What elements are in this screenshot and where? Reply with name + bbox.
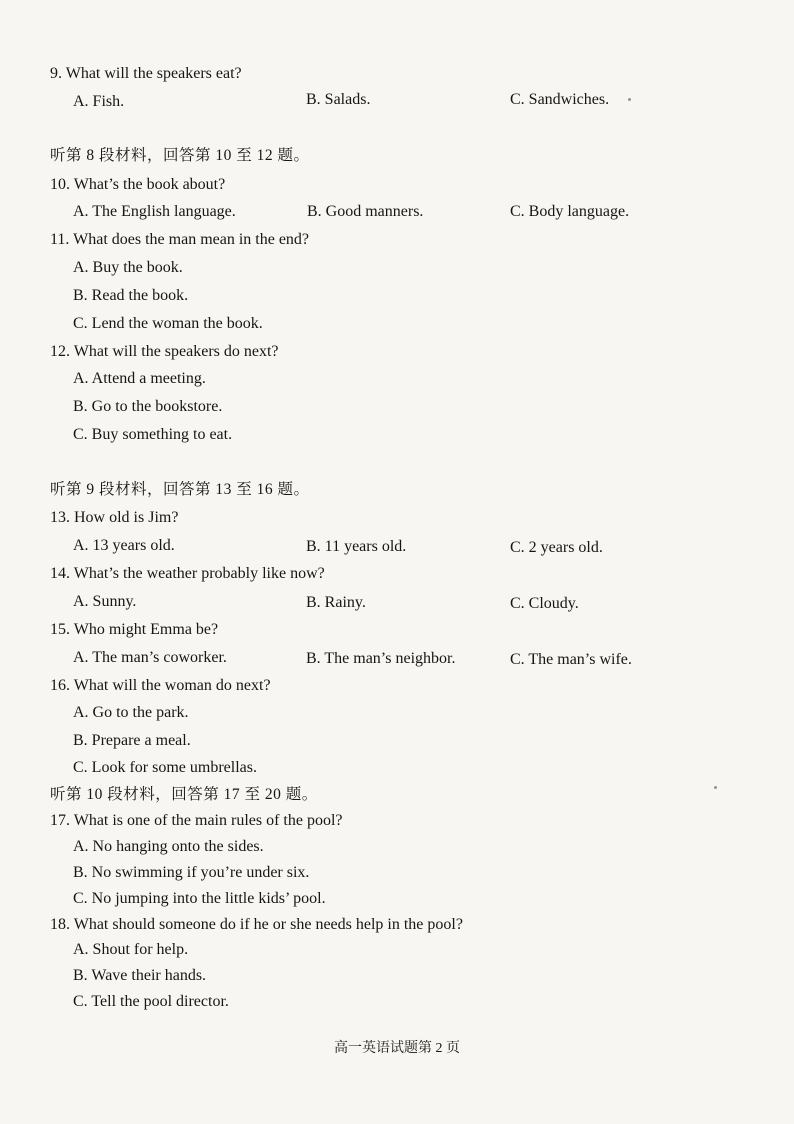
question-18-option-a: A. Shout for help. [73, 941, 189, 958]
question-16-option-c: C. Look for some umbrellas. [73, 759, 257, 776]
question-18-option-b: B. Wave their hands. [73, 967, 207, 984]
question-10-option-a: A. The English language. [73, 203, 236, 220]
question-11-option-b: B. Read the book. [73, 287, 189, 304]
scan-speck [628, 98, 631, 101]
question-17-option-c: C. No jumping into the little kids’ pool. [73, 890, 326, 907]
question-16-option-a: A. Go to the park. [73, 704, 189, 721]
question-15-option-a: A. The man’s coworker. [73, 649, 227, 666]
section-10-heading: 听第 10 段材料，回答第 17 至 20 题。 [50, 786, 318, 803]
page-footer: 高一英语试题第 2 页 [334, 1041, 460, 1056]
question-12-option-b: B. Go to the bookstore. [73, 398, 223, 415]
question-9-option-a: A. Fish. [73, 93, 125, 110]
question-15-stem: 15. Who might Emma be? [50, 621, 219, 638]
question-16-option-b: B. Prepare a meal. [73, 732, 191, 749]
question-17-option-a: A. No hanging onto the sides. [73, 838, 264, 855]
question-14-option-c: C. Cloudy. [510, 595, 579, 612]
question-10-stem: 10. What’s the book about? [50, 176, 226, 193]
section-9-heading: 听第 9 段材料，回答第 13 至 16 题。 [50, 481, 310, 498]
question-14-stem: 14. What’s the weather probably like now? [50, 565, 325, 582]
question-14-option-a: A. Sunny. [73, 593, 137, 610]
question-13-option-b: B. 11 years old. [306, 538, 407, 555]
question-16-stem: 16. What will the woman do next? [50, 677, 271, 694]
question-13-option-c: C. 2 years old. [510, 539, 603, 556]
question-9-option-b: B. Salads. [306, 91, 371, 108]
section-8-heading: 听第 8 段材料，回答第 10 至 12 题。 [50, 147, 310, 164]
question-17-stem: 17. What is one of the main rules of the pool? [50, 812, 343, 829]
question-13-option-a: A. 13 years old. [73, 537, 175, 554]
question-14-option-b: B. Rainy. [306, 594, 366, 611]
question-12-option-a: A. Attend a meeting. [73, 370, 206, 387]
question-15-option-c: C. The man’s wife. [510, 651, 632, 668]
question-9-option-c: C. Sandwiches. [510, 91, 610, 108]
question-11-option-c: C. Lend the woman the book. [73, 315, 263, 332]
question-18-option-c: C. Tell the pool director. [73, 993, 229, 1010]
question-15-option-b: B. The man’s neighbor. [306, 650, 456, 667]
question-9-stem: 9. What will the speakers eat? [50, 65, 242, 82]
question-10-option-b: B. Good manners. [307, 203, 424, 220]
question-17-option-b: B. No swimming if you’re under six. [73, 864, 310, 881]
question-11-option-a: A. Buy the book. [73, 259, 183, 276]
question-13-stem: 13. How old is Jim? [50, 509, 179, 526]
question-12-option-c: C. Buy something to eat. [73, 426, 233, 443]
question-11-stem: 11. What does the man mean in the end? [50, 231, 310, 248]
question-12-stem: 12. What will the speakers do next? [50, 343, 279, 360]
scan-speck [714, 786, 717, 789]
question-18-stem: 18. What should someone do if he or she needs help in the pool? [50, 916, 463, 933]
question-10-option-c: C. Body language. [510, 203, 630, 220]
